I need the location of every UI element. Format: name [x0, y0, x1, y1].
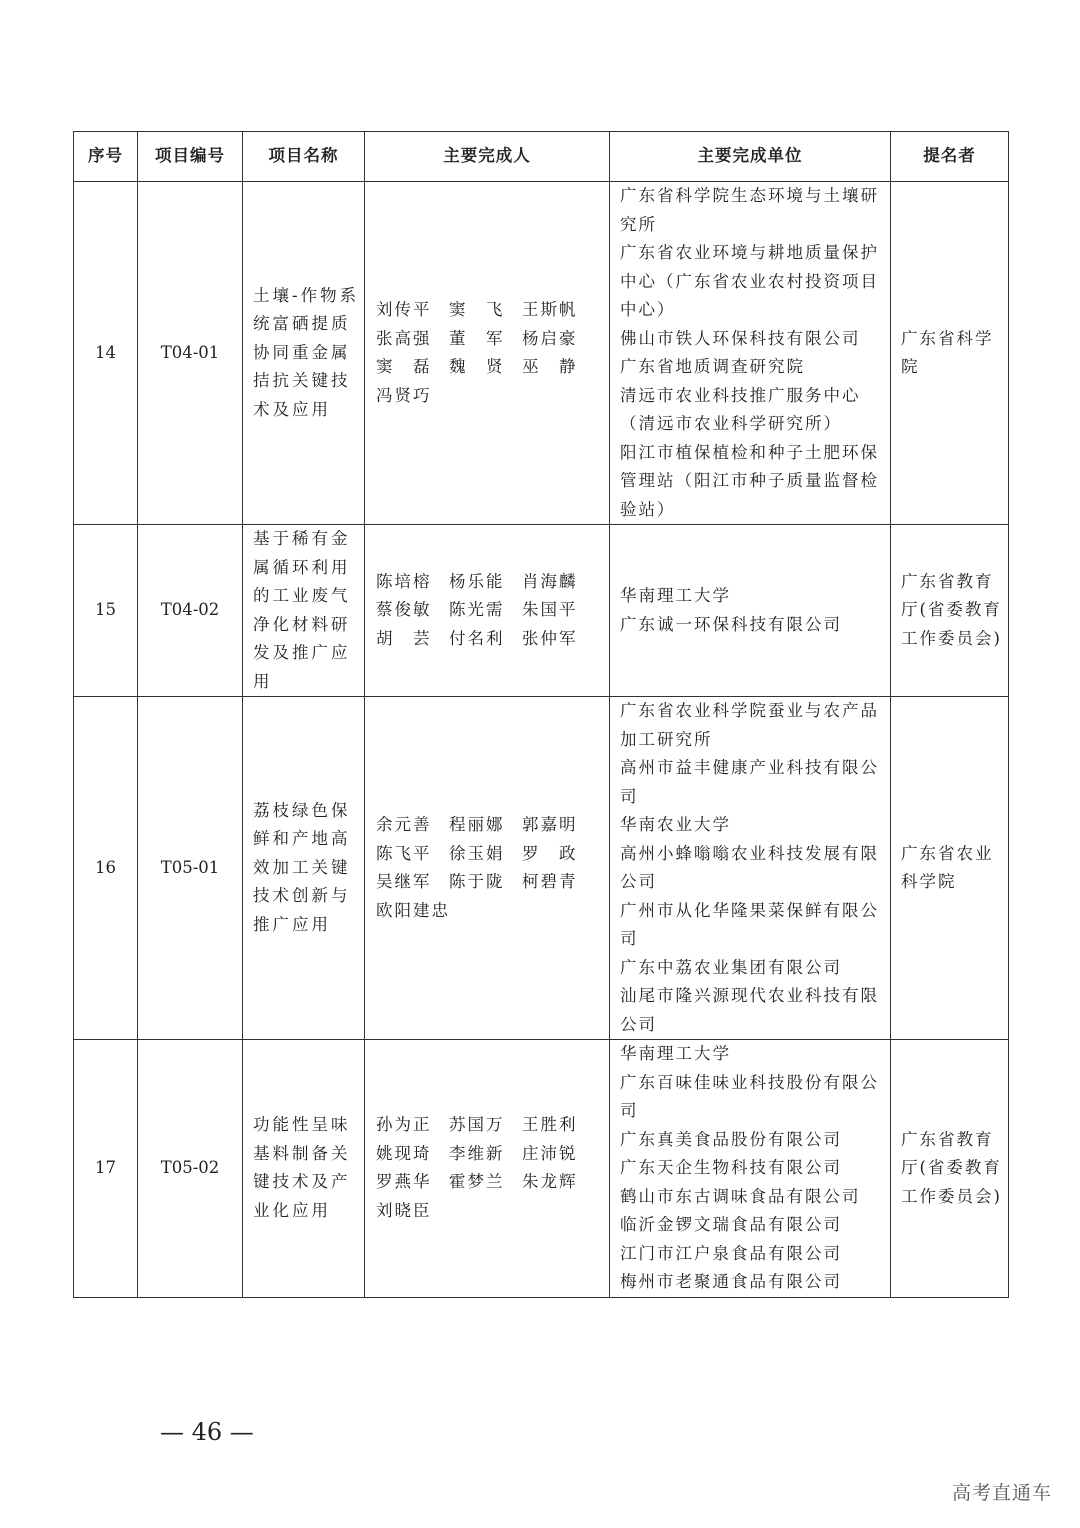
people-line — [376, 382, 609, 411]
person-name: 陈培榕 — [376, 571, 432, 591]
nominator-line: 广东省教育 — [901, 1129, 994, 1149]
people-line — [376, 1111, 609, 1140]
unit-line: 司 — [620, 786, 639, 806]
project-name-line: 的工业废气 — [253, 586, 351, 605]
person-name: 陈光需 — [449, 600, 505, 620]
unit-line: 验站） — [620, 499, 676, 519]
header-people: 主要完成人 — [365, 132, 610, 182]
unit-line: 梅州市老聚通食品有限公司 — [620, 1272, 842, 1291]
unit-line: 鹤山市东古调味食品有限公司 — [620, 1186, 861, 1206]
project-name-line: 功能性呈味 — [253, 1115, 351, 1135]
table-row — [74, 697, 1009, 1040]
people-line — [376, 868, 609, 897]
nominator-line: 厅(省委教育 — [901, 600, 1002, 620]
person-name: 柯碧青 — [522, 872, 578, 891]
person-name: 罗 政 — [522, 843, 578, 863]
cell-units — [610, 697, 891, 1040]
cell-code: T04-02 — [138, 525, 243, 697]
nominator-line: 厅(省委教育 — [901, 1158, 1002, 1177]
nominator-line: 院 — [901, 357, 920, 376]
people-line — [376, 625, 609, 654]
cell-nominator — [891, 697, 1009, 1040]
unit-line: 汕尾市隆兴源现代农业科技有限 — [620, 986, 879, 1005]
project-name-line: 协同重金属 — [253, 342, 351, 362]
people-line — [376, 596, 609, 625]
unit-line: 广东省地质调查研究院 — [620, 357, 805, 376]
project-name-line: 推广应用 — [253, 914, 331, 934]
header-project-name: 项目名称 — [243, 132, 365, 182]
person-name: 董 军 — [449, 328, 505, 348]
project-name-line: 用 — [253, 671, 273, 691]
project-name-line: 业化应用 — [253, 1200, 331, 1220]
person-name: 王胜利 — [522, 1115, 578, 1135]
header-nominator: 提名者 — [891, 132, 1009, 182]
person-name: 陈飞平 — [376, 843, 432, 863]
unit-line: 广东真美食品股份有限公司 — [620, 1129, 842, 1149]
person-name: 欧阳建忠 — [376, 900, 450, 920]
cell-people — [365, 182, 610, 525]
project-name-line: 术及应用 — [253, 399, 331, 419]
person-name: 张仲军 — [522, 628, 578, 648]
person-name: 陈于陇 — [449, 872, 505, 891]
people-line — [376, 296, 609, 325]
nominator-line: 科学院 — [901, 872, 957, 891]
unit-line: 广州市从化华隆果菜保鲜有限公 — [620, 900, 879, 920]
person-name: 刘晓臣 — [376, 1200, 432, 1220]
unit-line: 广东诚一环保科技有限公司 — [620, 614, 842, 634]
cell-project-name — [243, 697, 365, 1040]
unit-line: 管理站（阳江市种子质量监督检 — [620, 471, 879, 490]
project-name-line: 发及推广应 — [253, 643, 351, 662]
project-name-line: 技术创新与 — [253, 886, 351, 906]
unit-line: 广东省科学院生态环境与土壤研 — [620, 186, 879, 205]
unit-line: 华南理工大学 — [620, 586, 731, 605]
page-number: — 46 — — [160, 1418, 254, 1446]
unit-line: 司 — [620, 1101, 639, 1120]
unit-line: 清远市农业科技推广服务中心 — [620, 385, 861, 405]
unit-line: 究所 — [620, 214, 657, 234]
person-name: 霍梦兰 — [449, 1172, 505, 1192]
person-name: 张高强 — [376, 328, 432, 348]
cell-no: 16 — [74, 697, 138, 1040]
unit-line: 华南理工大学 — [620, 1044, 731, 1063]
people-line — [376, 353, 609, 382]
person-name: 徐玉娟 — [449, 843, 505, 863]
cell-project-name — [243, 1040, 365, 1298]
unit-line: 广东省农业科学院蚕业与农产品 — [620, 701, 879, 720]
project-name-line: 基于稀有金 — [253, 529, 351, 548]
cell-project-name — [243, 525, 365, 697]
project-name-line: 效加工关键 — [253, 857, 351, 877]
person-name: 魏 贤 — [449, 357, 505, 376]
cell-nominator — [891, 525, 1009, 697]
people-line — [376, 568, 609, 597]
person-name: 付名利 — [449, 628, 505, 648]
project-name-line: 荔枝绿色保 — [253, 800, 351, 820]
cell-project-name — [243, 182, 365, 525]
unit-line: 高州小蜂嗡嗡农业科技发展有限 — [620, 843, 879, 863]
nominator-line: 工作委员会) — [901, 628, 1002, 648]
cell-people — [365, 697, 610, 1040]
person-name: 蔡俊敏 — [376, 600, 432, 620]
person-name: 杨启豪 — [522, 328, 578, 348]
cell-nominator — [891, 1040, 1009, 1298]
unit-line: 高州市益丰健康产业科技有限公 — [620, 758, 879, 777]
unit-line: 司 — [620, 929, 639, 948]
table-row — [74, 1040, 1009, 1298]
people-line — [376, 840, 609, 869]
people-line — [376, 811, 609, 840]
unit-line: 广东中荔农业集团有限公司 — [620, 957, 842, 977]
unit-line: 加工研究所 — [620, 729, 713, 749]
cell-people — [365, 1040, 610, 1298]
header-units: 主要完成单位 — [610, 132, 891, 182]
unit-line: 广东天企生物科技有限公司 — [620, 1158, 842, 1177]
cell-no: 15 — [74, 525, 138, 697]
nominator-line: 广东省农业 — [901, 843, 994, 863]
project-name-line: 鲜和产地高 — [253, 829, 351, 849]
unit-line: 江门市江户泉食品有限公司 — [620, 1243, 842, 1263]
person-name: 孙为正 — [376, 1115, 432, 1135]
project-name-line: 基料制备关 — [253, 1143, 351, 1163]
person-name: 王斯帆 — [522, 300, 578, 319]
nominator-line: 广东省教育 — [901, 571, 994, 591]
cell-units — [610, 525, 891, 697]
table-row — [74, 525, 1009, 697]
cell-code: T05-02 — [138, 1040, 243, 1298]
unit-line: 阳江市植保植检和种子土肥环保 — [620, 442, 879, 462]
person-name: 冯贤巧 — [376, 385, 432, 405]
person-name: 肖海麟 — [522, 571, 578, 591]
unit-line: 广东省农业环境与耕地质量保护 — [620, 243, 879, 262]
people-line — [376, 1197, 609, 1226]
person-name: 李维新 — [449, 1143, 505, 1163]
project-name-line: 键技术及产 — [253, 1172, 351, 1192]
person-name: 窦 飞 — [449, 300, 505, 319]
cell-nominator — [891, 182, 1009, 525]
person-name: 姚现琦 — [376, 1143, 432, 1163]
table-row — [74, 182, 1009, 525]
awards-table — [73, 131, 1009, 1298]
cell-units — [610, 182, 891, 525]
cell-no: 17 — [74, 1040, 138, 1298]
person-name: 罗燕华 — [376, 1172, 432, 1192]
header-code: 项目编号 — [138, 132, 243, 182]
project-name-line: 拮抗关键技 — [253, 371, 351, 391]
people-line — [376, 897, 609, 926]
person-name: 胡 芸 — [376, 628, 432, 648]
nominator-line: 广东省科学 — [901, 328, 994, 348]
header-no: 序号 — [74, 132, 138, 182]
person-name: 杨乐能 — [449, 571, 505, 591]
person-name: 余元善 — [376, 815, 432, 834]
watermark: 高考直通车 — [951, 1482, 1052, 1504]
unit-line: 广东百味佳味业科技股份有限公 — [620, 1072, 879, 1092]
project-name-line: 土壤-作物系 — [253, 285, 360, 305]
unit-line: （清远市农业科学研究所） — [620, 414, 842, 433]
unit-line: 临沂金锣文瑞食品有限公司 — [620, 1215, 842, 1234]
cell-people — [365, 525, 610, 697]
person-name: 朱龙辉 — [522, 1172, 578, 1192]
nominator-line: 工作委员会) — [901, 1186, 1002, 1206]
unit-line: 佛山市铁人环保科技有限公司 — [620, 328, 861, 348]
table-header-row — [74, 132, 1009, 182]
unit-line: 公司 — [620, 872, 657, 891]
person-name: 郭嘉明 — [522, 815, 578, 834]
people-line — [376, 1168, 609, 1197]
people-line — [376, 1140, 609, 1169]
unit-line: 公司 — [620, 1014, 657, 1034]
cell-code: T04-01 — [138, 182, 243, 525]
cell-units — [610, 1040, 891, 1298]
project-name-line: 属循环利用 — [253, 557, 351, 577]
person-name: 苏国万 — [449, 1115, 505, 1135]
person-name: 刘传平 — [376, 300, 432, 319]
people-line — [376, 325, 609, 354]
project-name-line: 净化材料研 — [253, 614, 351, 634]
person-name: 朱国平 — [522, 600, 578, 620]
unit-line: 华南农业大学 — [620, 815, 731, 834]
person-name: 吴继军 — [376, 872, 432, 891]
person-name: 程丽娜 — [449, 815, 505, 834]
person-name: 巫 静 — [522, 357, 578, 376]
unit-line: 中心） — [620, 300, 676, 319]
person-name: 窦 磊 — [376, 357, 432, 376]
person-name: 庄沛锐 — [522, 1143, 578, 1163]
cell-no: 14 — [74, 182, 138, 525]
project-name-line: 统富硒提质 — [253, 314, 351, 334]
cell-code: T05-01 — [138, 697, 243, 1040]
unit-line: 中心（广东省农业农村投资项目 — [620, 271, 879, 291]
